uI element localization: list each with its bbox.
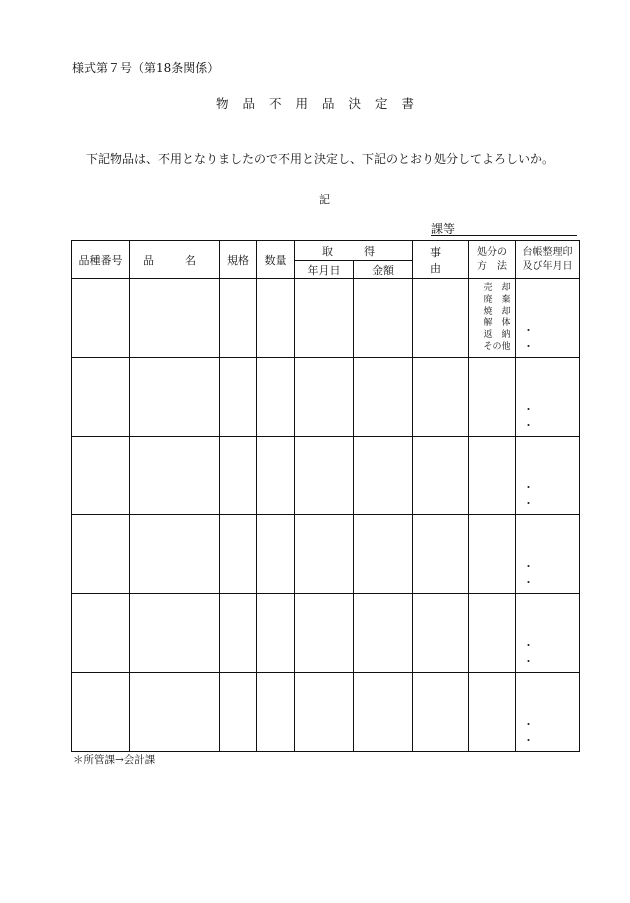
cell-item-number[interactable]	[72, 515, 130, 594]
table-row	[72, 672, 580, 751]
cell-reason[interactable]	[413, 672, 469, 751]
cell-disposal-method[interactable]	[469, 357, 516, 436]
cell-spec[interactable]	[220, 436, 257, 515]
header-reason: 事 由	[413, 241, 469, 279]
cell-ledger-date[interactable]	[516, 672, 580, 751]
cell-item-name[interactable]	[130, 594, 220, 673]
cell-ledger-date[interactable]	[516, 594, 580, 673]
disposal-method-option: 売 却	[483, 283, 511, 293]
table-row	[72, 279, 580, 358]
date-separator-dots: ・ ・	[523, 717, 546, 747]
header-disposal-method: 処分の 方 法	[469, 241, 516, 279]
header-item-number: 品種番号	[72, 241, 130, 279]
header-item-name: 品 名	[130, 241, 220, 279]
cell-reason[interactable]	[413, 594, 469, 673]
cell-disposal-method[interactable]	[469, 515, 516, 594]
cell-disposal-method[interactable]	[469, 279, 516, 358]
header-spec: 規格	[220, 241, 257, 279]
cell-reason[interactable]	[413, 436, 469, 515]
cell-quantity[interactable]	[257, 515, 295, 594]
cell-reason[interactable]	[413, 357, 469, 436]
cell-quantity[interactable]	[257, 279, 295, 358]
date-separator-dots: ・ ・	[523, 481, 546, 511]
cell-ledger-date[interactable]	[516, 436, 580, 515]
cell-item-name[interactable]	[130, 515, 220, 594]
cell-acq-date[interactable]	[295, 279, 354, 358]
intro-text: 下記物品は、不用となりましたので不用と決定し、下記のとおり処分してよろしいか。	[86, 152, 555, 166]
cell-acq-date[interactable]	[295, 357, 354, 436]
disposal-method-option: その他	[483, 341, 511, 352]
cell-spec[interactable]	[220, 279, 257, 358]
table-row	[72, 515, 580, 594]
table-row	[72, 436, 580, 515]
cell-acq-amount[interactable]	[354, 357, 413, 436]
header-acq-date: 年月日	[295, 261, 354, 279]
cell-ledger-date[interactable]	[516, 279, 580, 358]
cell-ledger-date[interactable]	[516, 515, 580, 594]
cell-reason[interactable]	[413, 515, 469, 594]
cell-spec[interactable]	[220, 357, 257, 436]
form-number: 様式第７号（第18条関係）	[72, 61, 220, 75]
cell-acq-date[interactable]	[295, 672, 354, 751]
cell-disposal-method[interactable]	[469, 436, 516, 515]
header-acq-amount: 金額	[354, 261, 413, 279]
date-separator-dots: ・ ・	[523, 560, 546, 590]
cell-item-name[interactable]	[130, 672, 220, 751]
cell-acq-amount[interactable]	[354, 279, 413, 358]
table-row	[72, 357, 580, 436]
section-underline	[431, 235, 577, 236]
cell-acq-date[interactable]	[295, 594, 354, 673]
disposal-method-option: 解 体	[483, 318, 511, 329]
cell-item-number[interactable]	[72, 279, 130, 358]
header-ledger-date: 台帳整理印 及び年月日	[516, 241, 580, 279]
cell-quantity[interactable]	[257, 357, 295, 436]
cell-acq-amount[interactable]	[354, 436, 413, 515]
date-separator-dots: ・ ・	[523, 402, 546, 432]
cell-item-name[interactable]	[130, 279, 220, 358]
disposal-method-option: 返 納	[483, 330, 511, 341]
date-separator-dots: ・ ・	[523, 638, 546, 668]
cell-acq-date[interactable]	[295, 436, 354, 515]
disposal-method-option: 焼 却	[483, 306, 511, 317]
cell-spec[interactable]	[220, 672, 257, 751]
disposal-method-option: 廃 棄	[483, 294, 511, 305]
cell-quantity[interactable]	[257, 594, 295, 673]
cell-acq-amount[interactable]	[354, 672, 413, 751]
cell-item-number[interactable]	[72, 436, 130, 515]
ki-label: 記	[319, 193, 330, 206]
cell-item-number[interactable]	[72, 594, 130, 673]
cell-item-number[interactable]	[72, 672, 130, 751]
cell-item-number[interactable]	[72, 357, 130, 436]
cell-reason[interactable]	[413, 279, 469, 358]
cell-acq-date[interactable]	[295, 515, 354, 594]
cell-quantity[interactable]	[257, 672, 295, 751]
cell-quantity[interactable]	[257, 436, 295, 515]
cell-acq-amount[interactable]	[354, 594, 413, 673]
cell-spec[interactable]	[220, 515, 257, 594]
cell-spec[interactable]	[220, 594, 257, 673]
cell-acq-amount[interactable]	[354, 515, 413, 594]
section-label: 課等	[431, 222, 456, 236]
cell-disposal-method[interactable]	[469, 672, 516, 751]
document-title: 物品不用品決定書	[215, 96, 428, 111]
header-acquisition: 取 得	[295, 241, 413, 261]
cell-item-name[interactable]	[130, 436, 220, 515]
table-row	[72, 594, 580, 673]
cell-item-name[interactable]	[130, 357, 220, 436]
cell-disposal-method[interactable]	[469, 594, 516, 673]
cell-ledger-date[interactable]	[516, 357, 580, 436]
header-quantity: 数量	[257, 241, 295, 279]
footnote: ＊所管課→会計課	[73, 754, 156, 766]
date-separator-dots: ・ ・	[523, 323, 546, 353]
disposal-table	[71, 240, 580, 752]
